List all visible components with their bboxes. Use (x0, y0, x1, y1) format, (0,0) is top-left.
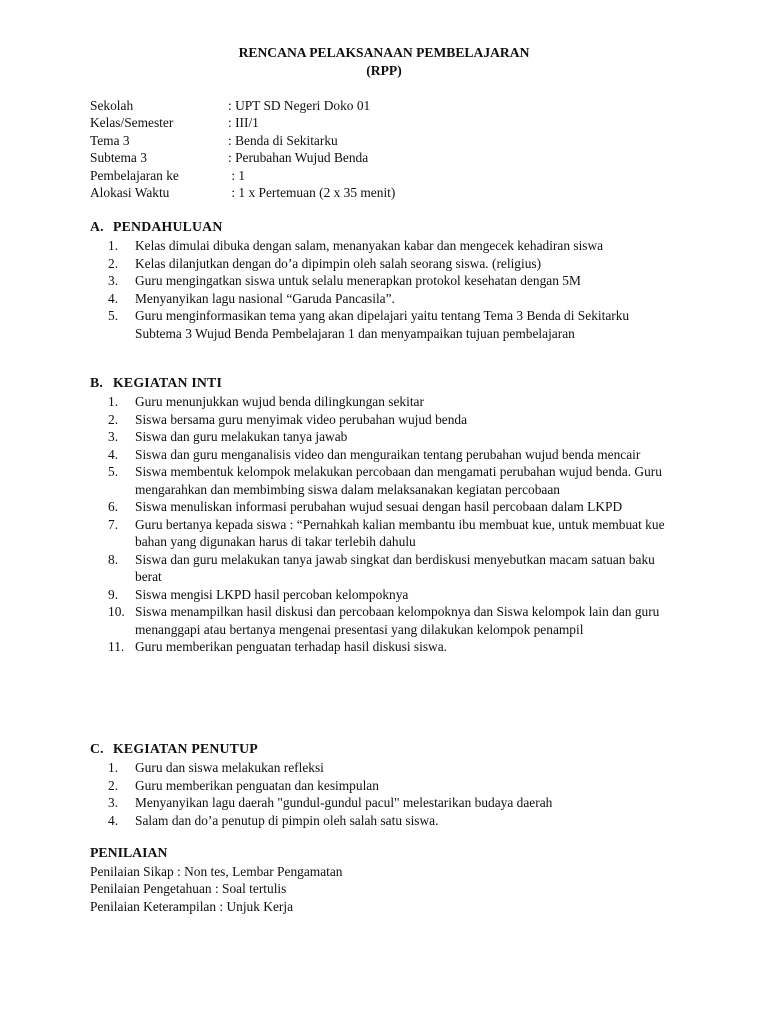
section-heading-pendahuluan (90, 218, 223, 236)
item-number: 6. (108, 499, 119, 514)
item-number: 4. (108, 290, 119, 306)
item-text: Guru menunjukkan wujud benda dilingkungan sekitar (135, 394, 424, 409)
item-text: Kelas dimulai dibuka dengan salam, menanyakan kabar dan mengecek kehadiran siswa (135, 238, 604, 253)
item-text: Menyanyikan lagu nasional “Garuda Pancasila”. (135, 290, 395, 306)
item-number: 5. (108, 464, 119, 479)
info-value: : III/1 (228, 115, 259, 131)
item-text: Siswa bersama guru menyimak video perubahan wujud benda (135, 411, 468, 427)
section-letter: C. (90, 741, 104, 756)
item-number: 2. (108, 411, 119, 427)
item-text: Guru memberikan penguatan terhadap hasil diskusi siswa. (135, 639, 447, 654)
document-subtitle: (RPP) (366, 63, 402, 78)
item-text: Menyanyikan lagu daerah "gundul-gundul pacul" melestarikan budaya daerah (135, 795, 553, 810)
item-text: Siswa menuliskan informasi perubahan wujud sesuai dengan hasil percobaan dalam LKPD (135, 499, 623, 514)
list-item (108, 812, 674, 830)
penilaian-line: Penilaian Pengetahuan : Soal tertulis (90, 881, 287, 896)
item-number: 4. (108, 446, 119, 462)
kegiatan-inti-list (108, 393, 674, 656)
list-item (108, 603, 674, 638)
item-number: 4. (108, 812, 119, 828)
list-item (108, 237, 674, 255)
info-row-pembelajaran (90, 167, 395, 184)
info-value: : 1 x Pertemuan (2 x 35 menit) (228, 184, 396, 200)
list-item (108, 290, 674, 308)
info-label: Subtema 3 (90, 150, 147, 166)
item-number: 11. (108, 639, 125, 654)
section-title: PENDAHULUAN (113, 219, 223, 234)
info-value: : 1 (228, 167, 246, 183)
list-item (108, 586, 674, 604)
list-item (108, 463, 674, 498)
item-text: Kelas dilanjutkan dengan do’a dipimpin oleh salah seorang siswa. (religius) (135, 255, 542, 271)
item-text: Siswa dan guru melakukan tanya jawab (135, 429, 348, 444)
item-text: Guru dan siswa melakukan refleksi (135, 760, 324, 775)
item-text: Guru mengingatkan siswa untuk selalu menerapkan protokol kesehatan dengan 5M (135, 273, 581, 288)
list-item (108, 794, 674, 812)
item-number: 7. (108, 516, 119, 532)
item-number: 2. (108, 255, 119, 271)
section-title: KEGIATAN INTI (113, 375, 223, 390)
penilaian-line: Penilaian Sikap : Non tes, Lembar Pengamatan (90, 863, 343, 879)
list-item (108, 638, 674, 656)
info-label: Pembelajaran ke (90, 167, 179, 183)
item-text: Siswa dan guru melakukan tanya jawab singkat dan berdiskusi menyebutkan macam satuan baku berat (135, 551, 655, 584)
list-item (108, 307, 674, 342)
identity-table (90, 97, 395, 201)
list-item (108, 759, 674, 777)
penilaian-heading: PENILAIAN (90, 845, 168, 860)
info-value: : Perubahan Wujud Benda (228, 150, 369, 166)
item-text: Salam dan do’a penutup di pimpin oleh salah satu siswa. (135, 812, 439, 828)
item-text: Guru menginformasikan tema yang akan dipelajari yaitu tentang Tema 3 Benda di Sekitarku Subtema 3 Wujud Benda Pembelajaran 1 dan menyampaikan tujuan pembelajaran (135, 308, 630, 341)
penilaian-line: Penilaian Keterampilan : Unjuk Kerja (90, 898, 294, 914)
info-label: Alokasi Waktu (90, 184, 170, 200)
info-value: : UPT SD Negeri Doko 01 (228, 98, 371, 113)
item-text: Guru memberikan penguatan dan kesimpulan (135, 777, 379, 793)
item-number: 3. (108, 795, 119, 810)
info-label: Kelas/Semester (90, 115, 174, 131)
section-title: KEGIATAN PENUTUP (113, 741, 258, 756)
penilaian-block (90, 844, 343, 915)
item-text: Siswa menampilkan hasil diskusi dan percobaan kelompoknya dan Siswa kelompok lain dan guru menanggapi atau bertanya mengenai presentasi yang dilakukan kelompok penampil (135, 604, 660, 637)
info-row-sekolah (90, 97, 395, 114)
kegiatan-penutup-list (108, 759, 674, 829)
list-item (108, 428, 674, 446)
item-number: 3. (108, 273, 119, 288)
info-label: Sekolah (90, 98, 134, 113)
item-number: 1. (108, 760, 119, 775)
section-heading-kegiatan-penutup (90, 740, 258, 758)
list-item (108, 516, 674, 551)
list-item (108, 393, 674, 411)
item-number: 10. (108, 604, 125, 619)
item-number: 9. (108, 586, 119, 602)
section-heading-kegiatan-inti (90, 374, 222, 392)
item-text: Guru bertanya kepada siswa : “Pernahkah kalian membantu ibu membuat kue, untuk membuat kue bahan yang digunakan harus di takar terlebih dahulu (135, 516, 665, 549)
list-item (108, 777, 674, 795)
item-number: 1. (108, 238, 119, 253)
info-row-kelas-semester (90, 114, 395, 131)
item-text: Siswa mengisi LKPD hasil percoban kelompoknya (135, 586, 409, 602)
item-text: Siswa dan guru menganalisis video dan menguraikan tentang perubahan wujud benda mencair (135, 446, 641, 462)
pendahuluan-list (108, 237, 674, 342)
list-item (108, 551, 674, 586)
section-letter: B. (90, 375, 104, 390)
item-number: 2. (108, 777, 119, 793)
info-row-tema (90, 132, 395, 149)
info-row-subtema (90, 149, 395, 166)
info-value: : Benda di Sekitarku (228, 132, 338, 148)
list-item (108, 411, 674, 429)
item-number: 8. (108, 551, 119, 567)
list-item (108, 272, 674, 290)
document-title: RENCANA PELAKSANAAN PEMBELAJARAN (238, 45, 530, 60)
item-number: 1. (108, 394, 119, 409)
list-item (108, 255, 674, 273)
section-letter: A. (90, 219, 104, 234)
item-number: 5. (108, 308, 119, 323)
info-row-alokasi-waktu (90, 184, 395, 201)
info-label: Tema 3 (90, 132, 130, 148)
item-text: Siswa membentuk kelompok melakukan percobaan dan mengamati perubahan wujud benda. Guru mengarahkan dan membimbing siswa dalam melaksanakan kegiatan percobaan (135, 464, 662, 497)
list-item (108, 446, 674, 464)
list-item (108, 498, 674, 516)
item-number: 3. (108, 429, 119, 444)
